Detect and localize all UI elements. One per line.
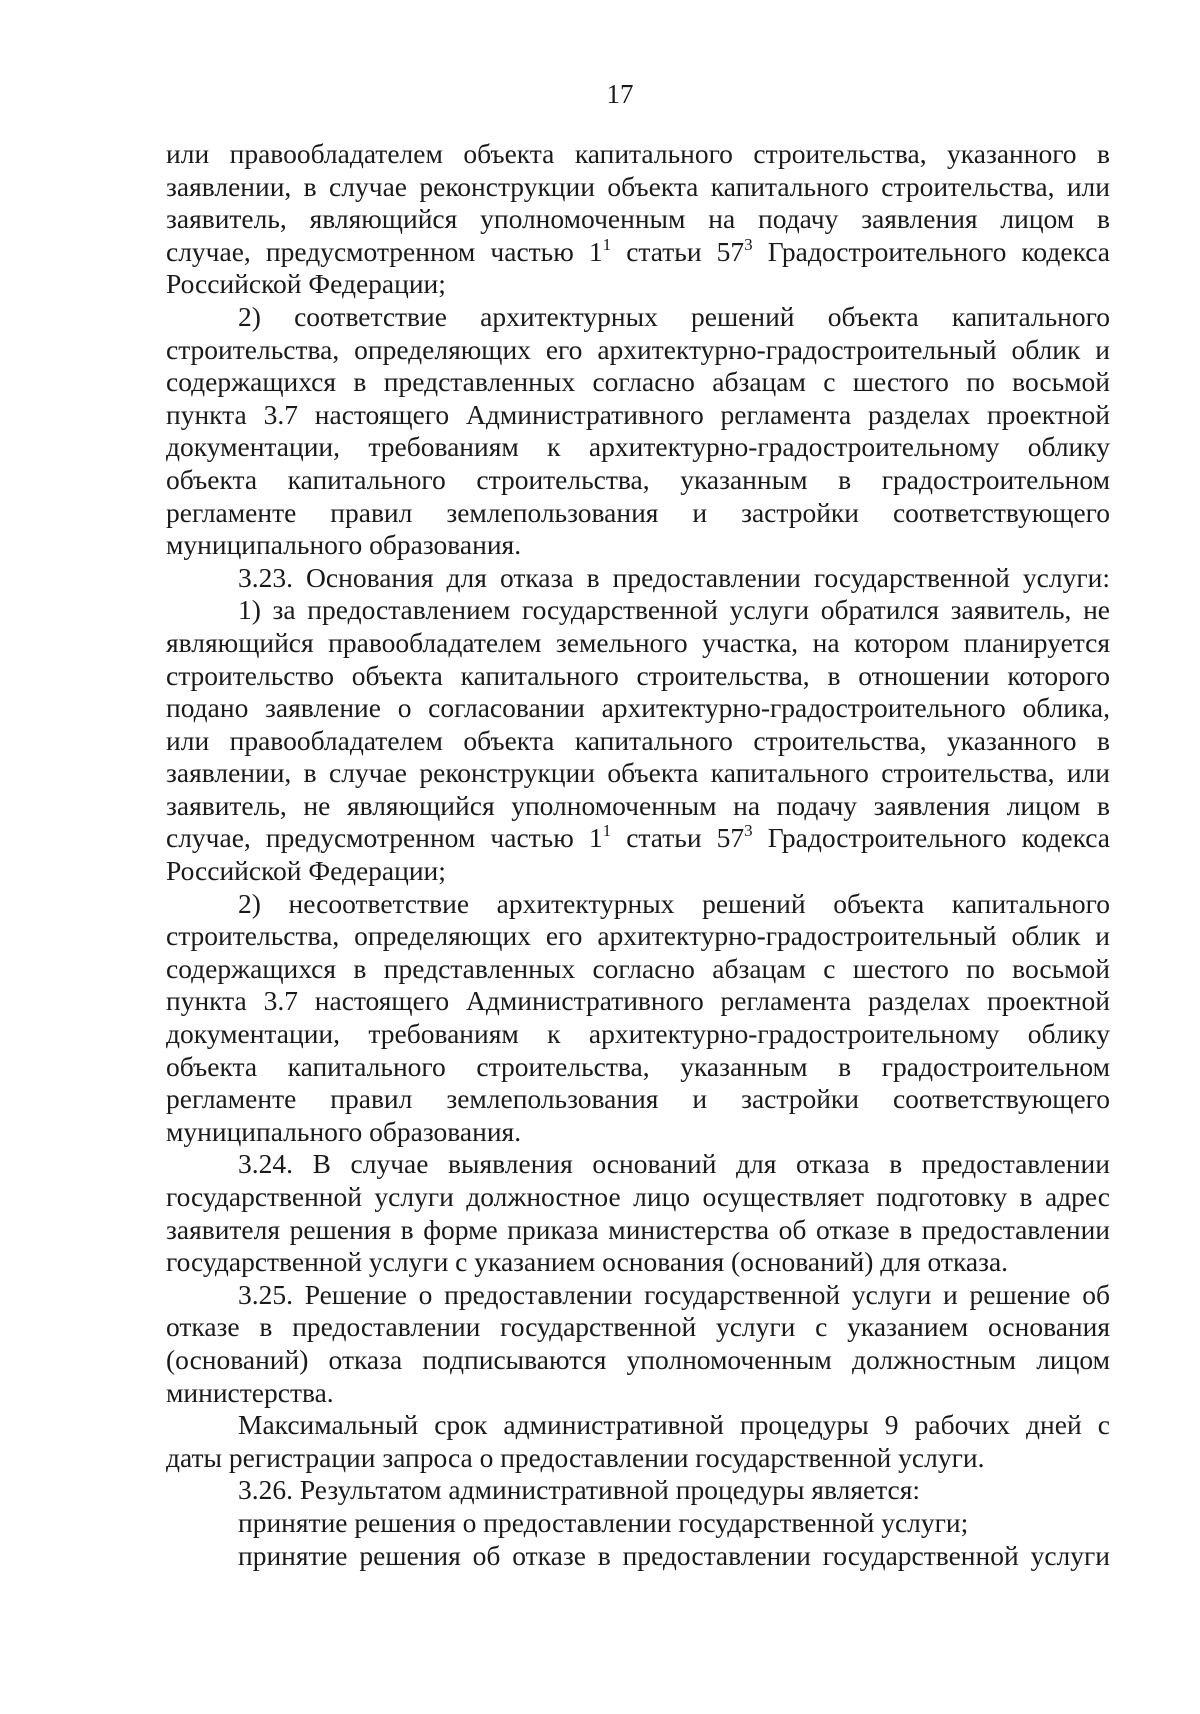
text-line: Российской Федерации; [166,855,446,887]
text-line: пункта 3.7 настоящего Административного регламента разделах проектной [166,985,1110,1017]
text-line: даты регистрации запроса о предоставлении государственной услуги. [166,1441,985,1473]
text-line: или правообладателем объекта капитального строительства, указанного в [166,724,1110,756]
text-line: Российской Федерации; [166,268,446,300]
text-line: документации, требованиям к архитектурно-градостроительному облику [166,431,1110,463]
text-line: 2) соответствие архитектурных решений объекта капитального [238,300,1110,332]
text-line: муниципального образования. [166,529,522,561]
text-line: содержащихся в представленных согласно абзацам с шестого по восьмой [166,366,1110,398]
text-line: заявитель, являющийся уполномоченным на подачу заявления лицом в [166,203,1110,235]
text-line: объекта капитального строительства, указанным в градостроительном [166,1050,1110,1082]
text-line: случае, предусмотренном частью $1^1$ статьи $57^3$ Градостроительного кодекса [166,234,1110,267]
text-line: 1) за предоставлением государственной услуги обратился заявитель, не [238,594,1110,626]
text-line: отказе в предоставлении государственной услуги с указанием основания [166,1311,1110,1343]
text-line: заявлении, в случае реконструкции объекта капитального строительства, или [166,757,1110,789]
text-line: заявитель, не являющийся уполномоченным на подачу заявления лицом в [166,789,1110,821]
text-line: 2) несоответствие архитектурных решений объекта капитального [238,887,1110,919]
text-line: государственной услуги должностное лицо осуществляет подготовку в адрес [166,1181,1110,1212]
text-line: строительство объекта капитального строительства, в отношении которого [166,659,1110,691]
text-line: принятие решения об отказе в предоставлении государственной услуги [238,1539,1110,1571]
text-line: строительства, определяющих его архитектурно-градостроительный облик и [166,920,1110,952]
text-line: пункта 3.7 настоящего Административного регламента разделах проектной [166,398,1110,430]
document-body [166,138,1110,1572]
text-line: заявителя решения в форме приказа министерства об отказе в предоставлении [166,1213,1110,1245]
text-line: 3.25. Решение о предоставлении государственной услуги и решение об [238,1278,1110,1310]
text-line: заявлении, в случае реконструкции объекта капитального строительства, или [166,170,1110,202]
text-line: муниципального образования. [166,1115,522,1147]
text-line: случае, предусмотренном частью $1^1$ статьи $57^3$ Градостроительного кодекса [166,821,1110,854]
text-line: объекта капитального строительства, указанным в градостроительном [166,463,1110,495]
text-line: принятие решения о предоставлении государственной услуги; [238,1506,969,1538]
text-line: строительства, определяющих его архитектурно-градостроительный облик и [166,333,1110,365]
text-line: документации, требованиям к архитектурно-градостроительному облику [166,1018,1110,1050]
text-line: 3.23. Основания для отказа в предоставлении государственной услуги: [238,561,1110,593]
text-line: содержащихся в представленных согласно абзацам с шестого по восьмой [166,952,1110,984]
text-line: 3.26. Результатом административной процедуры является: [238,1474,921,1506]
text-line: (оснований) отказа подписываются уполномоченным должностным лицом [166,1343,1110,1375]
text-line: регламенте правил землепользования и застройки соответствующего [166,1083,1110,1115]
text-line: подано заявление о согласовании архитектурно-градостроительного облика, [166,692,1110,724]
text-line: регламенте правил землепользования и застройки соответствующего [166,496,1110,528]
text-line: являющийся правообладателем земельного участка, на котором планируется [166,626,1110,658]
page-number: 17 [606,79,634,109]
text-line: министерства. [166,1376,334,1408]
text-line: Максимальный срок административной процедуры 9 рабочих дней с [238,1409,1110,1441]
text-line: или правообладателем объекта капитального строительства, указанного в [166,138,1110,169]
text-line: 3.24. В случае выявления оснований для отказа в предоставлении [238,1148,1110,1180]
text-line: государственной услуги с указанием основания (оснований) для отказа. [166,1246,1009,1278]
